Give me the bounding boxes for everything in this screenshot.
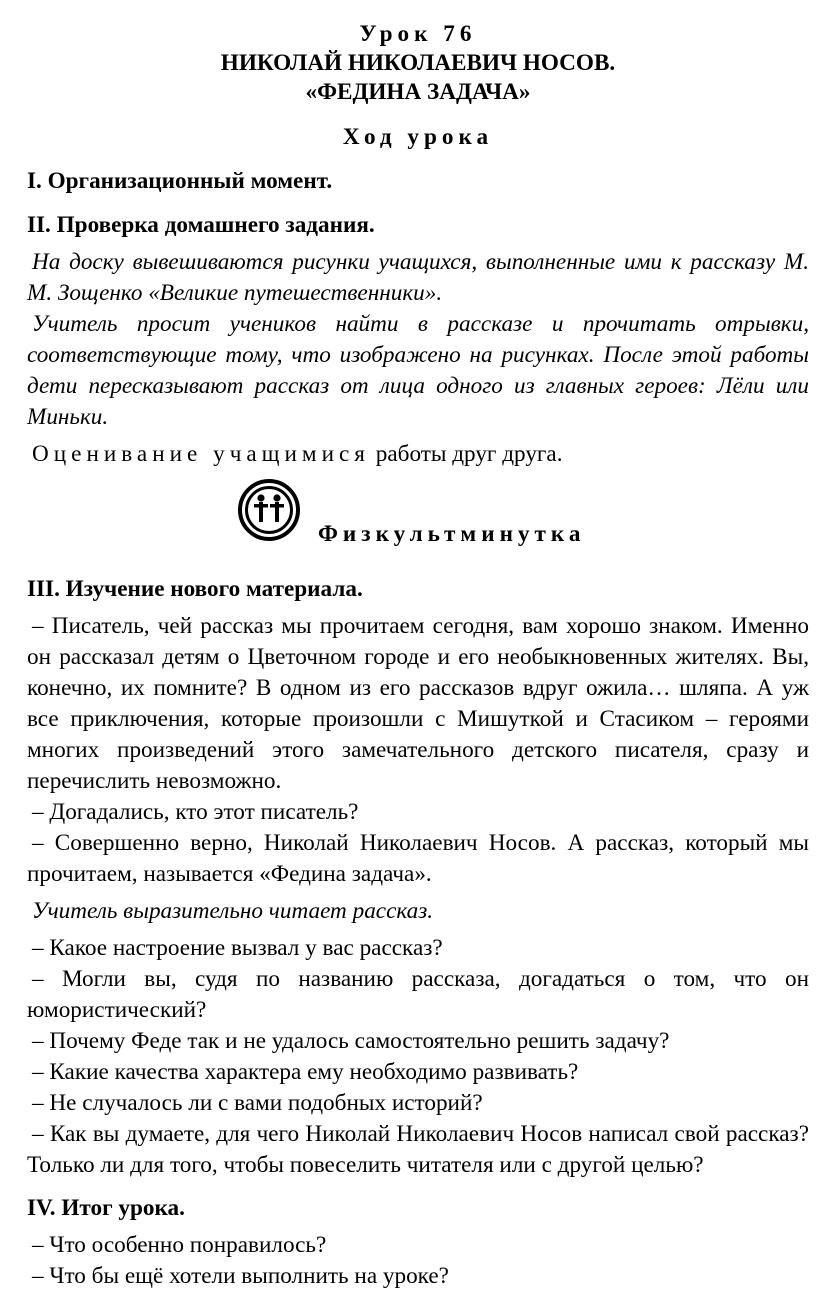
lesson-story-title: «ФЕДИНА ЗАДАЧА» <box>305 79 531 105</box>
question-3: – Почему Феде так и не удалось самостоятельно решить задачу? <box>32 1028 670 1054</box>
summary-question-1: – Что особенно понравилось? <box>32 1232 327 1258</box>
fizminutka-label: Физкультминутка <box>318 521 586 547</box>
section-3-paragraph-3: – Совершенно верно, Николай Николаевич Носов. А рассказ, который мы прочитаем, называется «Федина задача». <box>27 830 809 887</box>
section-3-paragraph-4: Учитель выразительно читает рассказ. <box>32 898 434 924</box>
title-block <box>27 20 809 107</box>
section-2-paragraph-1: На доску вывешиваются рисунки учащихся, выполненные ими к рассказу М. М. Зощенко «Великие путешественники». <box>27 249 809 306</box>
section-2-paragraph-2: Учитель просит учеников найти в рассказе и прочитать отрывки, соответствующие тому, что изображено на рисунках. После этой работы дети пересказывают рассказ от лица одного из главных героев: Лёли или Миньки. <box>27 311 809 430</box>
question-6: – Как вы думаете, для чего Николай Николаевич Носов написал свой рассказ? Только ли для того, чтобы повеселить читателя или с другой целью? <box>27 1121 809 1178</box>
question-4: – Какие качества характера ему необходимо развивать? <box>32 1059 579 1085</box>
section-2-paragraph-3 <box>27 439 809 470</box>
section-3-paragraph-2: – Догадались, кто этот писатель? <box>32 799 359 825</box>
question-1: – Какое настроение вызвал у вас рассказ? <box>32 935 443 961</box>
question-2: – Могли вы, судя по названию рассказа, догадаться о том, что он юмористический? <box>27 966 809 1023</box>
section-3-paragraph-1: – Писатель, чей рассказ мы прочитаем сегодня, вам хорошо знаком. Именно он рассказал детям о Цветочном городе и его необыкновенных жителях. Вы, конечно, их помните? В одном из его рассказов вдруг ожила… шляпа. А уж все приключения, которые произошли с Мишуткой и Стасиком – героями многих произведений этого замечательного детского писателя, сразу и перечислить невозможно. <box>27 613 809 794</box>
lesson-number: Урок 76 <box>359 21 477 47</box>
section-1-heading: I. Организационный момент. <box>27 168 333 194</box>
course-heading: Ход урока <box>342 124 494 150</box>
assessment-spaced-text: Оценивание учащимися <box>32 441 370 467</box>
question-5: – Не случалось ли с вами подобных историй? <box>32 1090 483 1116</box>
section-4-heading: IV. Итог урока. <box>27 1195 185 1221</box>
assessment-rest-text: работы друг друга. <box>369 441 563 467</box>
lesson-author: НИКОЛАЙ НИКОЛАЕВИЧ НОСОВ. <box>220 50 616 76</box>
summary-question-2: – Что бы ещё хотели выполнить на уроке? <box>32 1263 449 1289</box>
two-people-circle-icon <box>237 478 301 542</box>
section-3-heading: III. Изучение нового материала. <box>27 576 363 602</box>
fizminutka-row <box>27 478 809 574</box>
section-2-heading: II. Проверка домашнего задания. <box>27 212 375 238</box>
